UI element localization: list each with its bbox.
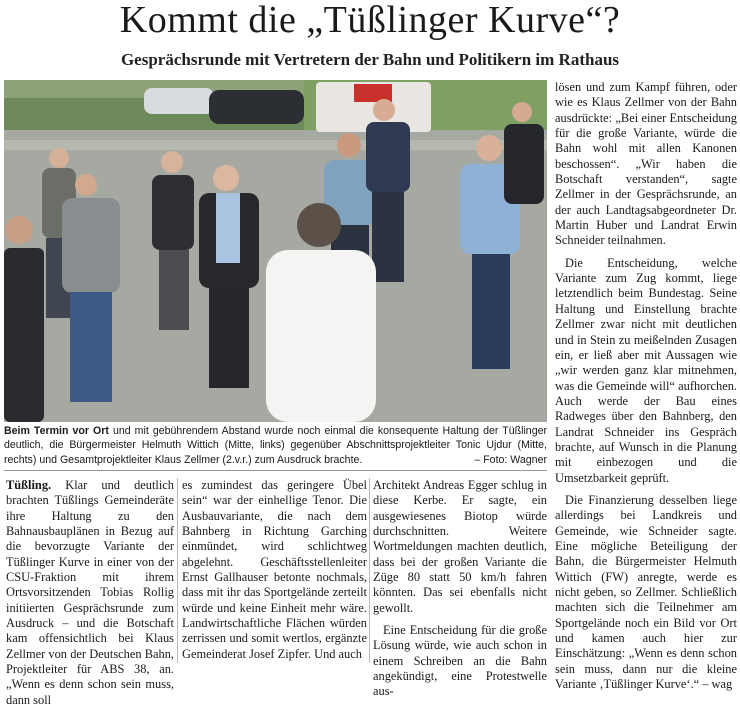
dateline: Tüßling.	[6, 478, 52, 492]
column-1-text: Klar und deutlich brachten Tüßlings Gemeinderäte ihre Haltung zu den Bahnausbauplänen in Bezug auf die bevorzugte Variante der Tüßlinger Kurve in einer von der CSU-Fraktion mit ihrem Ortsvorsitzenden Tobias Rollig initiierten Gesprächsrunde zum Ausdruck – und die Botschaft kam offensichtlich bei Klaus Zellmer von der Deutschen Bahn, Projektleiter für ABS 38, an. „Wenn es denn schon sein muss, dann soll	[6, 478, 174, 707]
caption-divider	[4, 470, 547, 471]
parked-car	[144, 88, 214, 114]
paragraph: Die Entscheidung, welche Variante zum Zug kommt, liege letztendlich beim Bundestag. Seine Haltung und Einstellung brachte Zellmer zwar nicht mit deutlichen und in Stein zu meißelnden Zusagen ein, er ließ aber mit Aussagen wie „wir werden ganz klar mitnehmen, was die Gemeinde will“ aufhorchen. Auch werde der Bau eines Radweges über den Bahnberg, den Landrat Schneider ins Gespräch brachte, auf Wunsch in die Planung mit einbezogen und die Umsetzbarkeit geprüft.	[555, 255, 737, 485]
paragraph: Eine Entscheidung für die große Lösung würde, wie auch schon in einem Schreiben an die Bahn angekündigt, eine Protestwelle aus-	[373, 623, 547, 699]
column-divider	[369, 478, 370, 663]
caption-text: und mit gebührendem Abstand wurde noch einmal die konsequente Haltung der Tüßlinger deutlich, die Bürgermeister Helmuth Wittich (Mitte, links) gegenüber Abschnittsprojektleiter Tonic Ujdur (Mitte, rechts) und Gesamtprojektleiter Klaus Zellmer (2.v.r.) zum Ausdruck brachte.	[4, 425, 548, 466]
photo-caption	[4, 424, 547, 467]
paragraph: Die Finanzierung desselben liege allerdings bei Landkreis und Gemeinde, wie Schneider sagte. Eine mögliche Beteiligung der Bahn, die Bürgermeister Helmuth Wittich (FW) anregte, werde es nicht geben, so Zellmer. Schließlich machten sich die Teilnehmer am Sportgelände noch ein Bild vor Ort und kamen auch hier zur Einschätzung: „Wenn es denn schon sein muss, dann nur die kleine Variante ‚Tüßlinger Kurve‘.“ – wag	[555, 492, 737, 692]
person	[366, 99, 410, 282]
parked-car	[209, 90, 304, 124]
photo-credit: – Foto: Wagner	[474, 453, 547, 466]
caption-lead: Beim Termin vor Ort	[4, 425, 109, 437]
headline: Kommt die „Tüßlinger Kurve“?	[119, 0, 621, 41]
paragraph: Architekt Andreas Egger schlug in diese Kerbe. Er sagte, ein ausgewiesenes Biotop würde durchschnitten. Weitere Wortmeldungen machten deutlich, dass bei der großen Variante die Züge 80 statt 50 km/h fahren könnten. Das sei ebenfalls nicht gewollt.	[373, 478, 547, 615]
article-column-1	[6, 478, 174, 708]
subheadline: Gesprächsrunde mit Vertretern der Bahn und Politikern im Rathaus	[120, 50, 620, 69]
group-photo-icon	[4, 80, 547, 422]
article-column-2	[182, 478, 367, 662]
article-photo	[4, 80, 547, 422]
person	[62, 174, 120, 402]
article-column-3	[373, 478, 547, 700]
paragraph	[6, 478, 174, 708]
column-divider	[177, 478, 178, 663]
paragraph: lösen und zum Kampf führen, oder wie es Klaus Zellmer von der Bahn ausdrückte: „Bei einer Entscheidung für die große Variante, würde die Bahn wohl mit allen Kanonen beschossen“. „Wir haben die Botschaft verstanden“, sagte Zellmer in der Gesprächsrunde, an der auch Landtagsabgeordneter Dr. Martin Huber und Landrat Erwin Schneider teilnahmen.	[555, 80, 737, 248]
paragraph: es zumindest das geringere Übel sein“ war der einhellige Tenor. Die Ausbauvariante, die nach dem Bahnberg in Richtung Garching einmündet, wird schlichtweg abgelehnt. Geschäftsstellenleiter Ernst Gallhauser betonte nochmals, dass mit ihr das Sportgelände zerteilt würde und keine Einheit mehr wäre. Landwirtschaftliche Flächen würden zerrissen und somit wertlos, ergänzte Gemeinderat Josef Zipfer. Und auch	[182, 478, 367, 661]
article-column-4	[555, 80, 737, 692]
